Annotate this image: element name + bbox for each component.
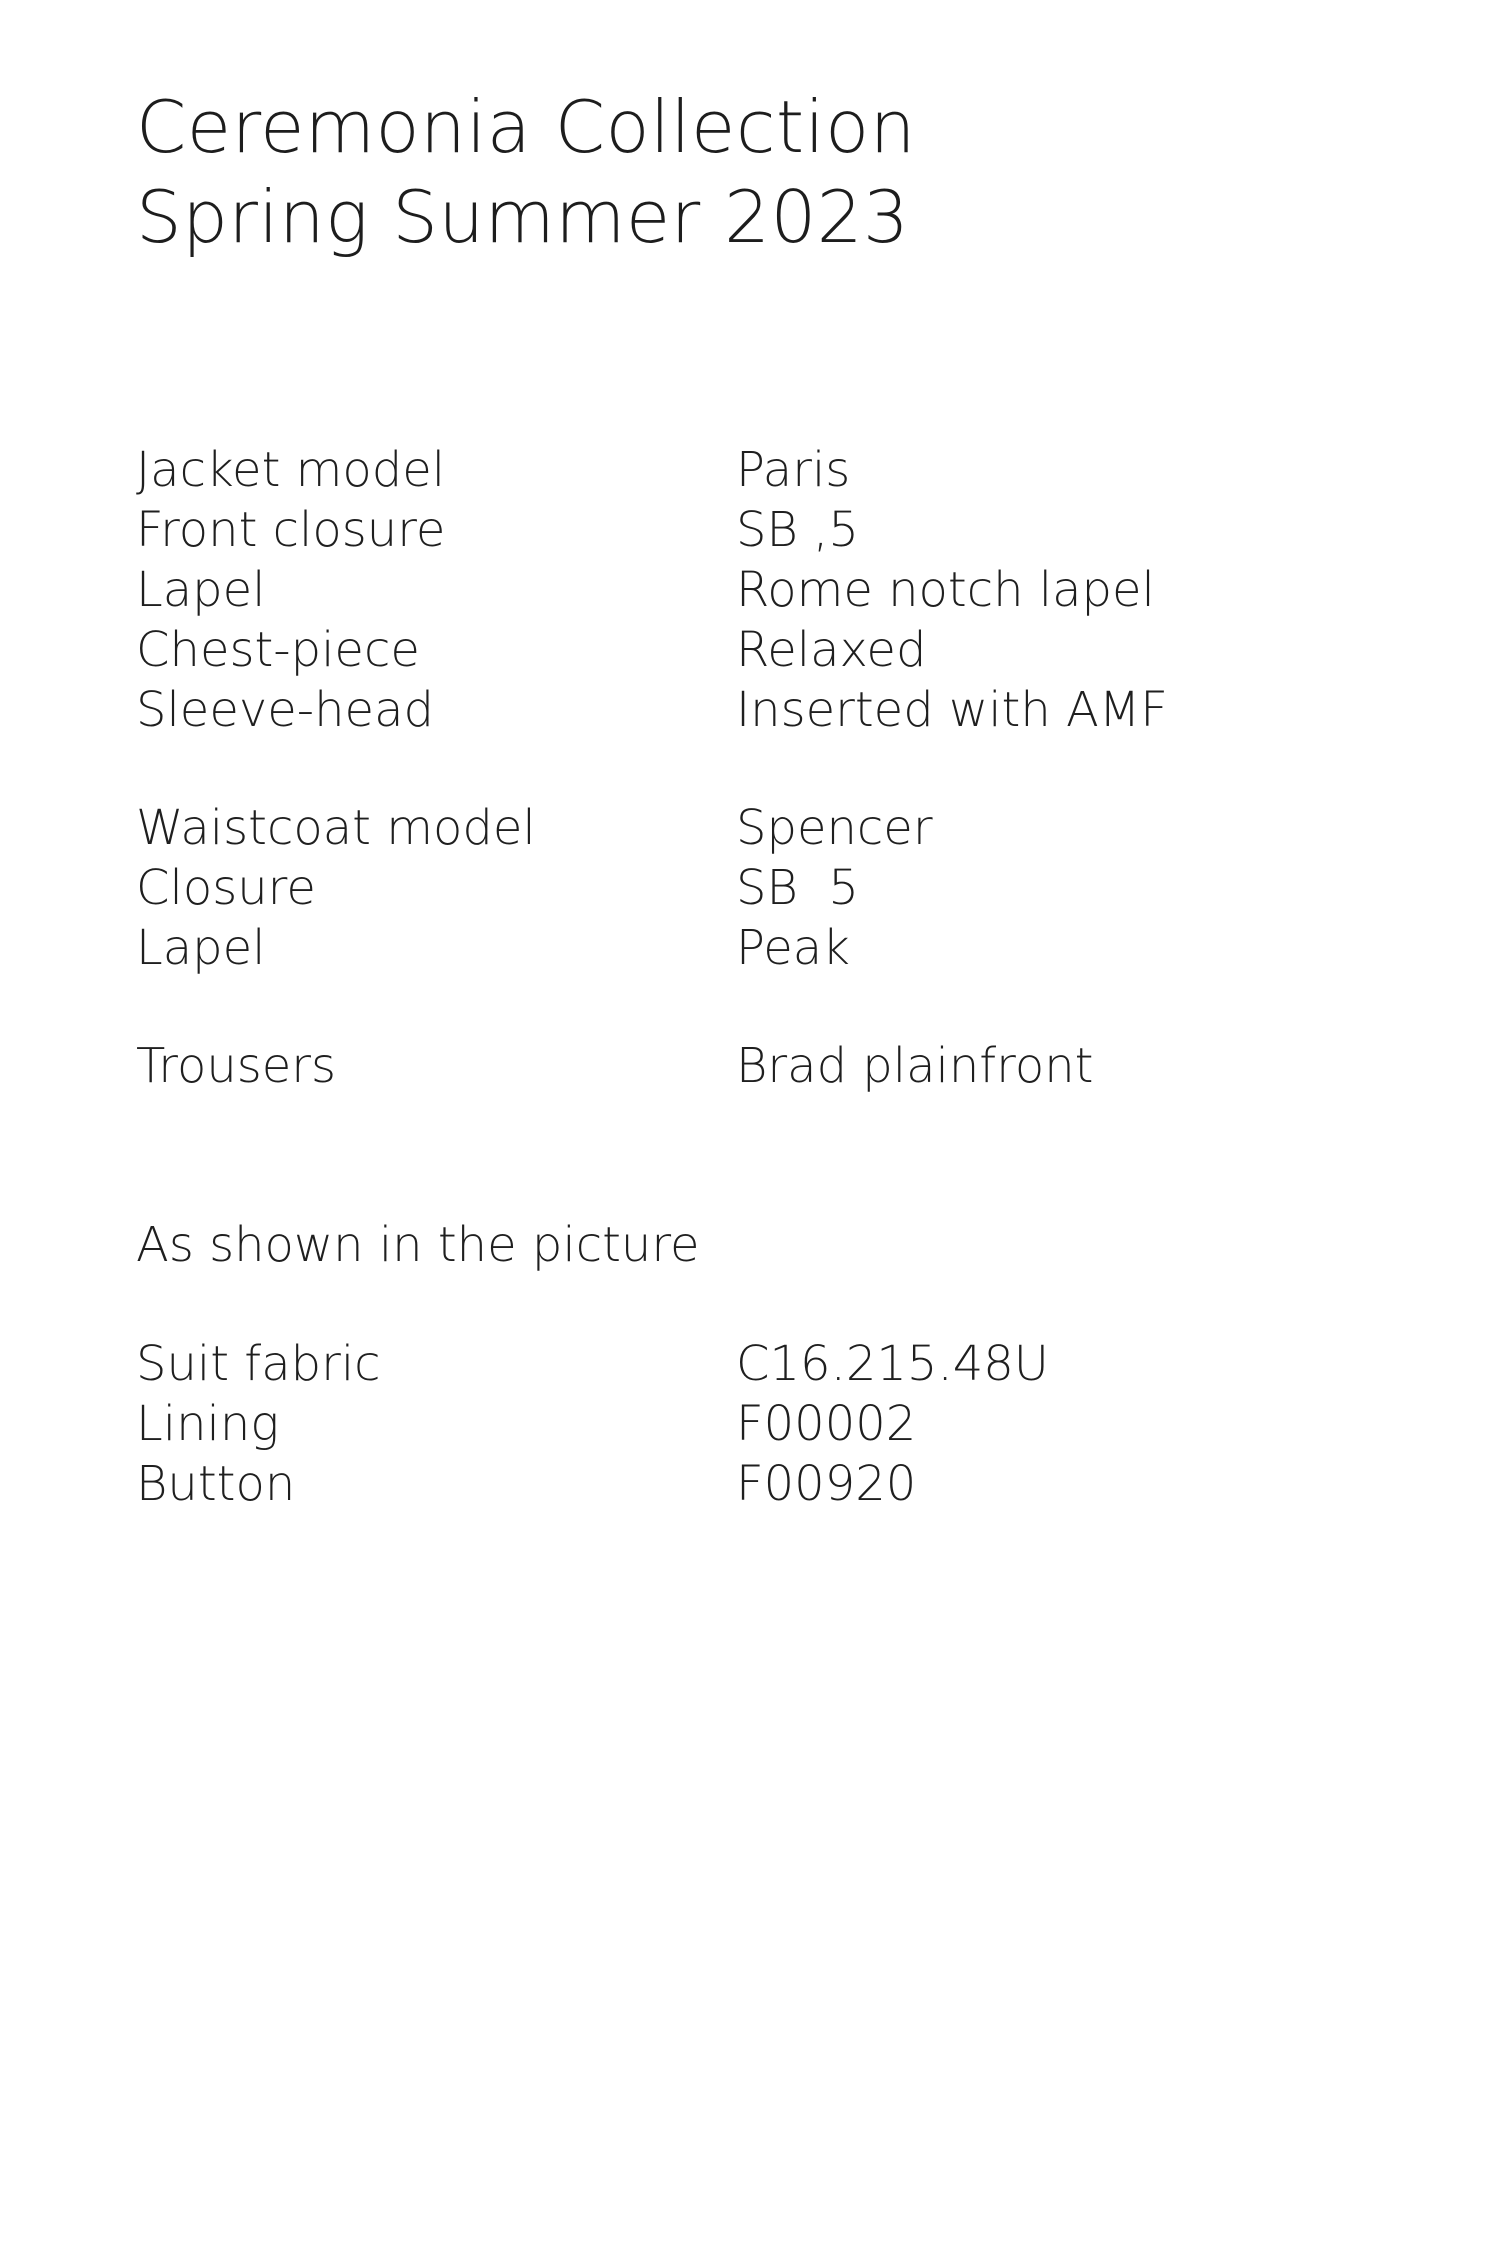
spec-row-sleeve-head [136,680,1236,740]
spec-row-jacket-model [136,440,1236,500]
spec-value: SB ,5 [736,502,859,558]
spec-label: Lining [136,1396,280,1452]
spec-label: Chest-piece [136,622,420,678]
spec-value: C16.215.48U [736,1336,1049,1392]
title-line-collection: Ceremonia Collection [136,85,916,169]
jacket-spec-group [136,440,1236,740]
spec-value: Relaxed [736,622,927,678]
page-title [136,82,916,262]
spec-label: Jacket model [136,442,446,498]
spec-value: SB 5 [736,860,859,916]
spec-value: Spencer [736,800,933,856]
spec-label: Sleeve-head [136,682,434,738]
spec-value: Inserted with AMF [736,682,1168,738]
spec-label: Button [136,1456,296,1512]
spec-label: Lapel [136,562,266,618]
spec-value: F00920 [736,1456,917,1512]
spec-row-suit-fabric [136,1334,1236,1394]
spec-label: Trousers [136,1038,337,1094]
spec-row-waistcoat-model [136,798,1236,858]
spec-row-waistcoat-closure [136,858,1236,918]
trousers-spec-group [136,1036,1236,1096]
spec-value: Rome notch lapel [736,562,1155,618]
spec-row-chest-piece [136,620,1236,680]
spec-row-trousers [136,1036,1236,1096]
spec-label: Closure [136,860,316,916]
spec-row-jacket-lapel [136,560,1236,620]
spec-row-lining [136,1394,1236,1454]
spec-row-waistcoat-lapel [136,918,1236,978]
spec-label: Front closure [136,502,446,558]
title-line-season: Spring Summer 2023 [136,175,910,259]
spec-label: Lapel [136,920,266,976]
spec-row-front-closure [136,500,1236,560]
spec-value: Paris [736,442,851,498]
spec-value: F00002 [736,1396,917,1452]
picture-note: As shown in the picture [136,1217,700,1273]
spec-label: Waistcoat model [136,800,536,856]
materials-spec-group [136,1334,1236,1514]
spec-label: Suit fabric [136,1336,381,1392]
spec-value: Peak [736,920,850,976]
spec-row-button [136,1454,1236,1514]
waistcoat-spec-group [136,798,1236,978]
spec-value: Brad plainfront [736,1038,1094,1094]
